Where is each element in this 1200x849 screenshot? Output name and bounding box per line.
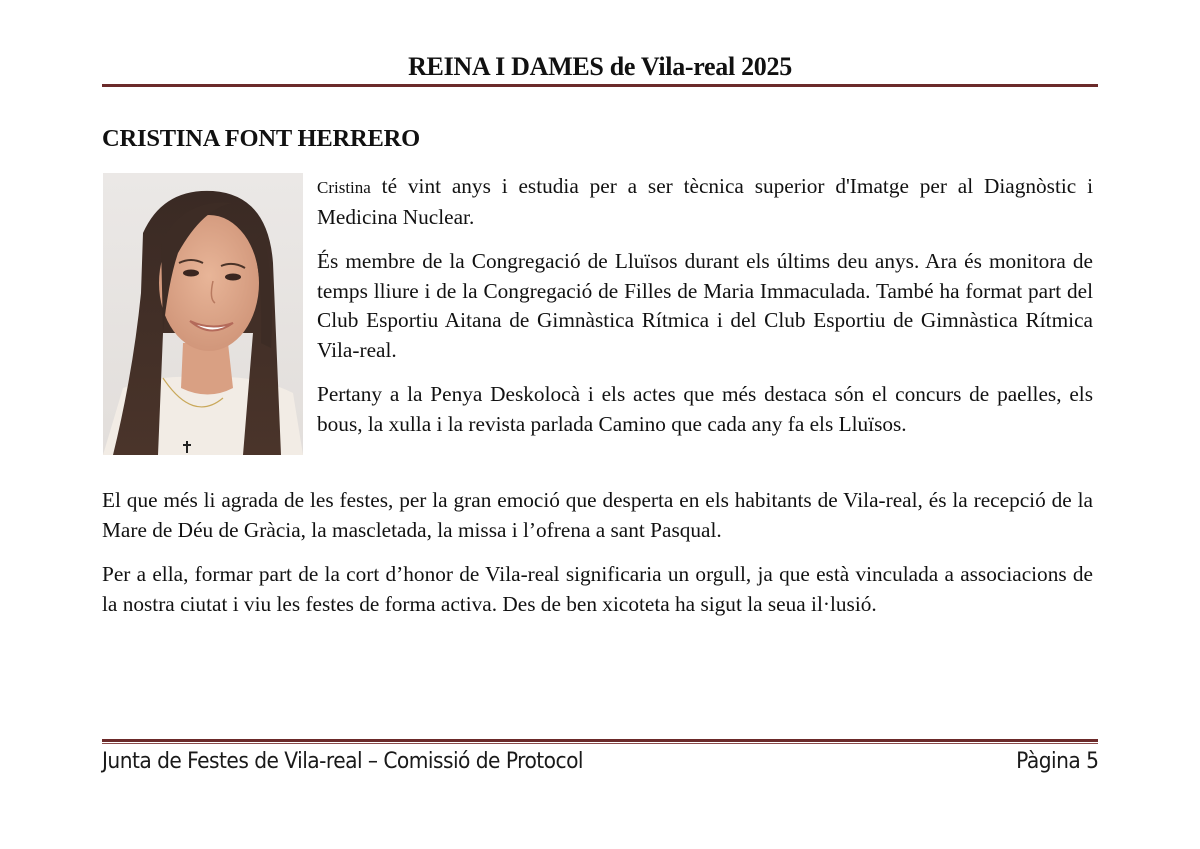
footer-page-number: Pàgina 5 [1015, 749, 1098, 774]
candidate-photo [103, 173, 303, 455]
page-header-title: REINA I DAMES de Vila-real 2025 [408, 52, 792, 81]
paragraph-court-of-honor: Per a ella, formar part de la cort d’honor de Vila-real significaria un orgull, ja que està vinculada a associacions de la nostra ciutat i viu les festes de forma activa. Des de ben xicoteta ha sigut la seua il·lusió. [102, 562, 1093, 616]
bio-side-column [317, 172, 1093, 454]
footer-divider [102, 739, 1098, 742]
paragraph-favorite-events: El que més li agrada de les festes, per la gran emoció que desperta en els habitants de Vila-real, és la recepció de la Mare de Déu de Gràcia, la mascletada, la missa i l’ofrena a sant Pasqual. [102, 488, 1093, 542]
footer-divider-thin [102, 743, 1098, 744]
candidate-name-heading: CRISTINA FONT HERRERO [102, 125, 420, 152]
paragraph-studies-text: té vint anys i estudia per a ser tècnica superior d'Imatge per al Diagnòstic i Medicina Nuclear. [317, 174, 1093, 229]
candidate-first-name: Cristina [317, 178, 371, 197]
paragraph-associations: És membre de la Congregació de Lluïsos durant els últims deu anys. Ara és monitora de temps lliure i de la Congregació de Filles de Maria Immaculada. També ha format part del Club Esportiu Aitana de Gimnàstica Rítmica i del Club Esportiu de Gimnàstica Rítmica Vila-real. [317, 249, 1093, 362]
bio-full-width [102, 486, 1093, 634]
portrait-image-icon [103, 173, 303, 455]
paragraph-penya: Pertany a la Penya Deskolocà i els actes que més destaca són el concurs de paelles, els bous, la xulla i la revista parlada Camino que cada any fa els Lluïsos. [317, 382, 1093, 436]
document-page [102, 0, 1098, 849]
footer-organization: Junta de Festes de Vila-real – Comissió de Protocol [102, 749, 584, 774]
header-divider [102, 84, 1098, 87]
paragraph-studies [317, 172, 1093, 232]
